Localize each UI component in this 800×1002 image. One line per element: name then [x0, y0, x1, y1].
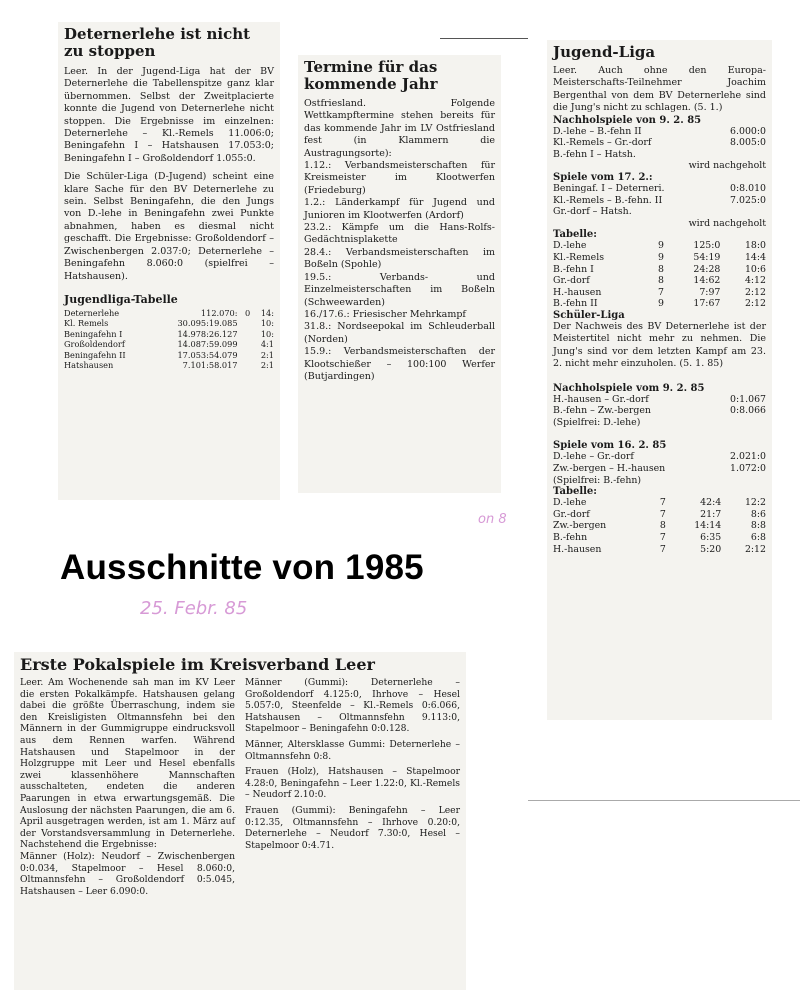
- dates-list: [304, 160, 495, 383]
- table-cell: 10:6: [744, 263, 766, 275]
- article-paragraph: Leer. Am Wochenende sah man im KV Leer die ersten Pokalkämpfe. Hatshausen gelang dabei die größte Überraschung, indem sie den Kreisligisten Oltmannsfehn bei den Männern in der Gummigruppe eindrucksvoll aus dem Rennen warfen. Während Hatshausen und Stapelmoor in der Holzgruppe mit Leer und Hesel ebenfalls zwei klassenhöhere Mannschaften ausschalteten, endeten die anderen Paarungen in etwa erwartungsgemäß. Die Auslosung der nächsten Paarungen, die am 6. April ausgetragen werden, ist am 1. März auf der Vorstandsversammlung in Deternerlehe. Nachstehend die Ergebnisse:: [20, 677, 235, 851]
- table-cell: 9: [657, 298, 664, 310]
- table-cell: Beningafehn II: [64, 349, 126, 360]
- match-label: Gr.-dorf – Hatsh.: [553, 206, 632, 218]
- section-title: Spiele vom 17. 2.:: [553, 172, 653, 183]
- table-row: [553, 240, 766, 252]
- list-item: 1.12.: Verbandsmeisterschaften für Kreismeister im Klootwerfen (Friedeburg): [304, 160, 495, 196]
- match-result: 7.025:0: [730, 194, 766, 206]
- note: wird nachgeholt: [688, 217, 766, 229]
- table-cell: [238, 329, 251, 339]
- clipping-deternerlehe: [58, 22, 280, 500]
- table-cell: 24:28: [693, 263, 721, 275]
- match-label: D.-lehe – B.-fehn II: [553, 125, 642, 137]
- table-cell: 8: [659, 520, 666, 532]
- list-item: 15.9.: Verbandsmeisterschaften der Klootschießer – 100:100 Werfer (Butjardingen): [304, 346, 495, 382]
- article-paragraph: Männer (Holz): Neudorf – Zwischenbergen 0:0.034, Stapelmoor – Hesel 8.060:0, Oltmannsfehn – Großoldendorf 0:5.045, Hatshausen – Leer 6.090:0.: [20, 850, 235, 897]
- table-cell: 14:62: [693, 275, 721, 287]
- match-label: Zw.-bergen – H.-hausen: [553, 462, 666, 474]
- table-cell: 8: [657, 275, 664, 287]
- table-cell: [238, 339, 251, 349]
- match-label: Beningaf. I – Deterneri.: [553, 183, 665, 194]
- match-result: 1.072:0: [730, 462, 766, 474]
- match-result: 6.000:0: [730, 125, 766, 137]
- table-cell: Gr.-dorf: [553, 275, 590, 287]
- table-row: [64, 308, 274, 318]
- divider: [528, 800, 800, 801]
- results-list: [553, 126, 766, 161]
- table-cell: 5:20: [700, 543, 722, 555]
- league-table: [553, 497, 766, 555]
- article-paragraph: Ostfriesland. Folgende Wettkampftermine stehen bereits für das kommende Jahr im LV Ostfriesland fest (in Klammern die Austragungsorte):: [304, 98, 495, 159]
- table-cell: 10:: [260, 328, 274, 339]
- headline: Jugend-Liga: [553, 43, 656, 61]
- match-result: 0:8.010: [730, 183, 766, 194]
- list-item: 23.2.: Kämpfe um die Hans-Rolfs-Gedächtnisplakette: [304, 222, 495, 246]
- table-cell: 14:14: [694, 520, 722, 532]
- table-cell: 6:8: [750, 531, 766, 543]
- table-title: Tabelle:: [553, 229, 597, 241]
- note: wird nachgeholt: [688, 160, 766, 172]
- table-cell: [238, 360, 251, 370]
- table-cell: 54:19: [693, 251, 721, 263]
- table-title: Jugendliga-Tabelle: [64, 292, 178, 306]
- table-cell: 112.070:: [200, 307, 238, 318]
- article-paragraph: Männer, Altersklasse Gummi: Deternerlehe – Oltmannsfehn 0:8.: [245, 738, 460, 762]
- article-paragraph: Leer. Auch ohne den Europa-Meisterschafts-Teilnehmer Joachim Bergenthal von dem BV Deternerlehe sind die Jung's nicht zu schlagen. (5. 1.): [553, 65, 766, 114]
- table-cell: [238, 350, 251, 360]
- table-row: [553, 287, 766, 299]
- table-cell: Deternerlehe: [64, 307, 120, 318]
- handwritten-date: 25. Febr. 85: [140, 598, 248, 619]
- results-list: [553, 394, 766, 417]
- note: (Spielfrei: B.-fehn): [553, 474, 642, 486]
- table-cell: Gr.-dorf: [553, 508, 590, 520]
- section-title: Nachholspiele von 9. 2. 85: [553, 114, 702, 126]
- table-cell: 12:2: [744, 497, 766, 509]
- table-cell: 9: [657, 240, 664, 252]
- table-row: [553, 252, 766, 264]
- list-item: [553, 149, 766, 161]
- table-title: Tabelle:: [553, 486, 597, 498]
- list-item: [553, 463, 766, 475]
- clipping-jugend-liga: [547, 40, 772, 720]
- article-paragraph: Der Nachweis des BV Deternerlehe ist der Meistertitel nicht mehr zu nehmen. Die Jung's sind vor dem letzten Kampf am 23. 2. nicht mehr einzuholen. (5. 1. 85): [553, 320, 766, 370]
- article-paragraph: Frauen (Holz), Hatshausen – Stapelmoor 4.28:0, Beningafehn – Leer 1.22:0, Kl.-Remels – Neudorf 2.10:0.: [245, 766, 460, 801]
- table-cell: 2:1: [260, 349, 274, 360]
- table-row: [553, 264, 766, 276]
- section-title: Nachholspiele vom 9. 2. 85: [553, 382, 705, 394]
- list-item: 31.8.: Nordseepokal im Schleuderball (Norden): [304, 321, 495, 345]
- table-cell: D.-lehe: [553, 497, 587, 509]
- table-cell: 14.087:59.099: [177, 339, 238, 350]
- list-item: [553, 451, 766, 463]
- table-row: [553, 520, 766, 532]
- headline: Erste Pokalspiele im Kreisverband Leer: [20, 655, 375, 674]
- table-cell: Großoldendorf: [64, 339, 125, 350]
- table-cell: H.-hausen: [553, 543, 602, 555]
- table-cell: 0: [245, 307, 251, 318]
- article-paragraph: Leer. In der Jugend-Liga hat der BV Deternerlehe die Tabellenspitze ganz klar übernommen. Selbst der Zweitplacierte konnte die Jugend von Deternerlehe nicht stoppen. Die Ergebnisse im einzelnen: Deternerlehe – Kl.-Remels 11.006:0; Beningafehn I – Hatshausen 17.053:0; Beningafehn I – Großoldendorf 1.055:0.: [64, 66, 274, 164]
- table-cell: 4:1: [260, 339, 274, 350]
- match-result: 2.021:0: [730, 451, 766, 463]
- table-cell: 7: [659, 531, 666, 543]
- table-row: [64, 318, 274, 328]
- table-cell: 17.053:54.079: [177, 349, 238, 360]
- table-row: [553, 532, 766, 544]
- article-paragraph: Die Schüler-Liga (D-Jugend) scheint eine klare Sache für den BV Deternerlehe zu sein. Selbst Beningafehn, die den Jungs von D.-lehe in Beningafehn zwei Punkte abnahmen, haben es diesmal nicht geschafft. Die Ergebnisse: Großoldendorf – Zwischenbergen 2.037:0; Deternerlehe – Beningafehn 8.060:0 (spielfrei – Hatshausen).: [64, 171, 274, 282]
- match-result: 8.005:0: [730, 137, 766, 149]
- list-item: [553, 137, 766, 149]
- section-title: Spiele vom 16. 2. 85: [553, 440, 667, 452]
- table-cell: 8:6: [750, 508, 766, 520]
- list-item: 19.5.: Verbands- und Einzelmeisterschaften im Boßeln (Schweewarden): [304, 271, 495, 308]
- table-row: [553, 509, 766, 521]
- list-item: [553, 405, 766, 417]
- match-label: Kl.-Remels – B.-fehn. II: [553, 194, 663, 206]
- table-cell: 7: [659, 508, 666, 520]
- results-list: [553, 451, 766, 474]
- table-cell: B.-fehn: [553, 531, 588, 543]
- table-cell: Kl. Remels: [64, 318, 109, 329]
- list-item: 28.4.: Verbandsmeisterschaften im Boßeln (Spohle): [304, 246, 495, 271]
- table-cell: 8:8: [750, 520, 766, 532]
- table-cell: Kl.-Remels: [553, 251, 605, 263]
- page-title: Ausschnitte von 1985: [60, 548, 424, 587]
- table-cell: Beningafehn I: [64, 328, 123, 339]
- list-item: 1.2.: Länderkampf für Jugend und Junioren im Klootwerfen (Ardorf): [304, 197, 495, 221]
- clipping-pokalspiele: [14, 652, 466, 990]
- table-cell: 21:7: [700, 508, 722, 520]
- table-cell: 6:35: [700, 531, 722, 543]
- table-row: [553, 275, 766, 287]
- table-cell: B.-fehn II: [553, 298, 598, 310]
- match-label: B.-fehn I – Hatsh.: [553, 148, 636, 160]
- match-result: 0:1.067: [730, 393, 766, 405]
- clipping-termine: [298, 55, 501, 493]
- table-cell: 2:12: [744, 298, 766, 310]
- results-list: [553, 183, 766, 218]
- table-cell: 10:: [260, 318, 274, 329]
- table-cell: D.-lehe: [553, 240, 587, 252]
- table-cell: Zw.-bergen: [553, 520, 607, 532]
- list-item: [553, 126, 766, 138]
- match-label: D.-lehe – Gr.-dorf: [553, 451, 634, 463]
- match-label: B.-fehn – Zw.-bergen: [553, 405, 651, 417]
- table-cell: 30.095:19.085: [177, 318, 238, 329]
- table-row: [64, 329, 274, 339]
- list-item: [553, 394, 766, 406]
- headline: Termine für das kommende Jahr: [304, 58, 438, 93]
- table-row: [64, 360, 274, 370]
- divider: [440, 38, 528, 39]
- table-cell: 2:12: [744, 543, 766, 555]
- article-paragraph: Frauen (Gummi): Beningafehn – Leer 0:12.35, Oltmannsfehn – Ihrhove 0.20:0, Deternerlehe – Neudorf 7.30:0, Hesel – Stapelmoor 0:4.71.: [245, 804, 460, 851]
- table-cell: [238, 318, 251, 328]
- table-row: [553, 298, 766, 310]
- match-result: 0:8.066: [730, 405, 766, 417]
- list-item: [553, 195, 766, 207]
- table-cell: B.-fehn I: [553, 263, 594, 275]
- table-cell: 7: [657, 286, 664, 298]
- league-table: [553, 240, 766, 310]
- table-cell: Hatshausen: [64, 359, 114, 370]
- table-cell: H.-hausen: [553, 286, 602, 298]
- table-row: [553, 544, 766, 556]
- table-cell: 7:97: [699, 286, 721, 298]
- table-cell: 7: [659, 543, 666, 555]
- table-cell: 14:: [260, 307, 274, 318]
- section-title: Schüler-Liga: [553, 309, 625, 321]
- table-cell: 2:1: [260, 359, 274, 370]
- table-cell: 17:67: [693, 298, 721, 310]
- article-paragraph: Männer (Gummi): Deternerlehe – Großoldendorf 4.125:0, Ihrhove – Hesel 5.057:0, Steenfelde – Kl.-Remels 0:6.066, Hatshausen – Oltmannsfehn 9.113:0, Stapelmoor – Beningafehn 0:0.128.: [245, 677, 460, 735]
- table-row: [64, 350, 274, 360]
- table-cell: 18:0: [744, 240, 766, 252]
- list-item: [553, 183, 766, 195]
- table-cell: 4:12: [744, 275, 766, 287]
- table-row: [553, 497, 766, 509]
- table-cell: 7.101:58.017: [182, 359, 238, 370]
- table-cell: 14:4: [744, 251, 766, 263]
- table-cell: 7: [659, 497, 666, 509]
- list-item: [553, 206, 766, 218]
- table-cell: 42:4: [700, 497, 722, 509]
- table-cell: 125:0: [693, 240, 721, 252]
- headline: Deternerlehe ist nicht zu stoppen: [64, 25, 251, 60]
- table-cell: 9: [657, 251, 664, 263]
- note: (Spielfrei: D.-lehe): [553, 416, 641, 428]
- table-cell: 8: [657, 263, 664, 275]
- table-row: [64, 339, 274, 349]
- table-cell: 14.978:26.127: [177, 328, 238, 339]
- handwritten-mark: on 8: [478, 512, 507, 527]
- match-label: H.-hausen – Gr.-dorf: [553, 393, 649, 405]
- table-cell: 2:12: [744, 286, 766, 298]
- list-item: 16./17.6.: Friesischer Mehrkampf: [304, 308, 466, 320]
- match-label: Kl.-Remels – Gr.-dorf: [553, 137, 652, 149]
- league-table: [64, 308, 274, 370]
